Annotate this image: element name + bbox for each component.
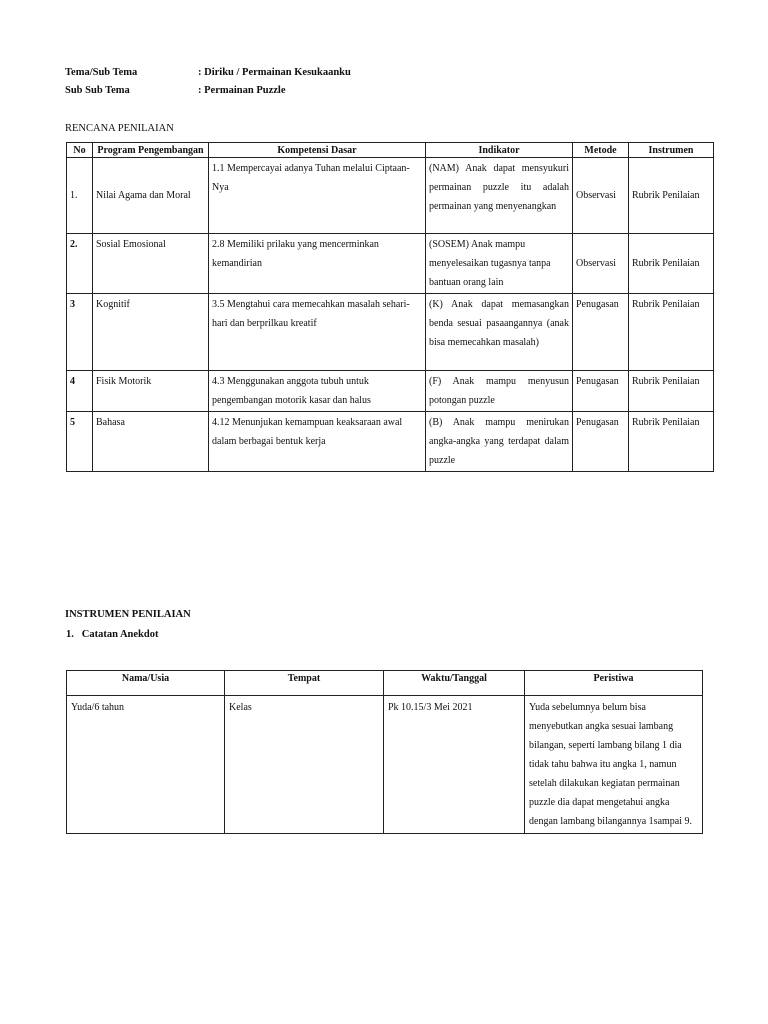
- cell-kompetensi: 2.8 Memiliki prilaku yang mencerminkan kemandirian: [209, 234, 426, 294]
- cell-no: 3: [67, 294, 93, 371]
- anekdot-table: [66, 670, 703, 834]
- cell-program: Fisik Motorik: [93, 371, 209, 412]
- tema-value: : Diriku / Permainan Kesukaanku: [198, 67, 351, 78]
- cell-peristiwa: Yuda sebelumnya belum bisa menyebutkan angka sesuai lambang bilangan, seperti lambang bilang 1 dia tidak tahu bahwa itu angka 1, namun setelah dilakukan kegiatan permainan puzzle dia dapat mengetahui angka dengan lambang bilangannya 1sampai 9.: [525, 696, 703, 834]
- rencana-header-row: [67, 143, 714, 158]
- cell-kompetensi: 4.12 Menunjukan kemampuan keaksaraan awal dalam berbagai bentuk kerja: [209, 412, 426, 472]
- cell-indikator: (NAM) Anak dapat mensyukuri permainan puzzle itu adalah permainan yang menyenangkan: [426, 158, 573, 234]
- col-header-peristiwa: Peristiwa: [525, 671, 703, 696]
- table-row: [67, 371, 714, 412]
- subsub-tema-value: : Permainan Puzzle: [198, 85, 286, 96]
- tema-row: [65, 64, 351, 82]
- cell-no: 2.: [67, 234, 93, 294]
- cell-instrumen: Rubrik Penilaian: [629, 294, 714, 371]
- cell-metode: Observasi: [573, 234, 629, 294]
- cell-no: 1.: [67, 158, 93, 234]
- tema-label: Tema/Sub Tema: [65, 67, 138, 78]
- cell-program: Nilai Agama dan Moral: [93, 158, 209, 234]
- cell-no: 5: [67, 412, 93, 472]
- table-row: [67, 158, 714, 234]
- cell-instrumen: Rubrik Penilaian: [629, 412, 714, 472]
- cell-indikator: (B) Anak mampu menirukan angka-angka yang terdapat dalam puzzle: [426, 412, 573, 472]
- col-header-kompetensi: Kompetensi Dasar: [209, 143, 426, 158]
- cell-indikator: (F) Anak mampu menyusun potongan puzzle: [426, 371, 573, 412]
- cell-kompetensi: 4.3 Menggunakan anggota tubuh untuk pengembangan motorik kasar dan halus: [209, 371, 426, 412]
- document-header: [65, 64, 351, 100]
- rencana-title: RENCANA PENILAIAN: [65, 123, 174, 134]
- col-header-instrumen: Instrumen: [629, 143, 714, 158]
- cell-tempat: Kelas: [225, 696, 384, 834]
- cell-metode: Observasi: [573, 158, 629, 234]
- instrumen-title: INSTRUMEN PENILAIAN: [65, 609, 191, 620]
- rencana-table: [66, 142, 714, 472]
- col-header-tempat: Tempat: [225, 671, 384, 696]
- subsub-tema-row: [65, 82, 351, 100]
- cell-instrumen: Rubrik Penilaian: [629, 158, 714, 234]
- col-header-waktu: Waktu/Tanggal: [384, 671, 525, 696]
- col-header-no: No: [67, 143, 93, 158]
- col-header-indikator: Indikator: [426, 143, 573, 158]
- col-header-nama: Nama/Usia: [67, 671, 225, 696]
- cell-program: Bahasa: [93, 412, 209, 472]
- cell-instrumen: Rubrik Penilaian: [629, 371, 714, 412]
- cell-kompetensi: 1.1 Mempercayai adanya Tuhan melalui Ciptaan-Nya: [209, 158, 426, 234]
- col-header-program: Program Pengembangan: [93, 143, 209, 158]
- cell-instrumen: Rubrik Penilaian: [629, 234, 714, 294]
- cell-metode: Penugasan: [573, 412, 629, 472]
- col-header-metode: Metode: [573, 143, 629, 158]
- table-row: [67, 234, 714, 294]
- table-row: [67, 294, 714, 371]
- cell-waktu: Pk 10.15/3 Mei 2021: [384, 696, 525, 834]
- catatan-anekdot-title: 1. Catatan Anekdot: [66, 629, 159, 640]
- cell-indikator: (K) Anak dapat memasangkan benda sesuai pasaangannya (anak bisa memecahkan masalah): [426, 294, 573, 371]
- table-row: [67, 696, 703, 834]
- cell-indikator: (SOSEM) Anak mampu menyelesaikan tugasnya tanpa bantuan orang lain: [426, 234, 573, 294]
- anekdot-header-row: [67, 671, 703, 696]
- cell-metode: Penugasan: [573, 294, 629, 371]
- cell-metode: Penugasan: [573, 371, 629, 412]
- cell-program: Kognitif: [93, 294, 209, 371]
- cell-no: 4: [67, 371, 93, 412]
- cell-program: Sosial Emosional: [93, 234, 209, 294]
- cell-kompetensi: 3.5 Mengtahui cara memecahkan masalah sehari-hari dan berprilkau kreatif: [209, 294, 426, 371]
- subsub-tema-label: Sub Sub Tema: [65, 85, 130, 96]
- cell-nama: Yuda/6 tahun: [67, 696, 225, 834]
- table-row: [67, 412, 714, 472]
